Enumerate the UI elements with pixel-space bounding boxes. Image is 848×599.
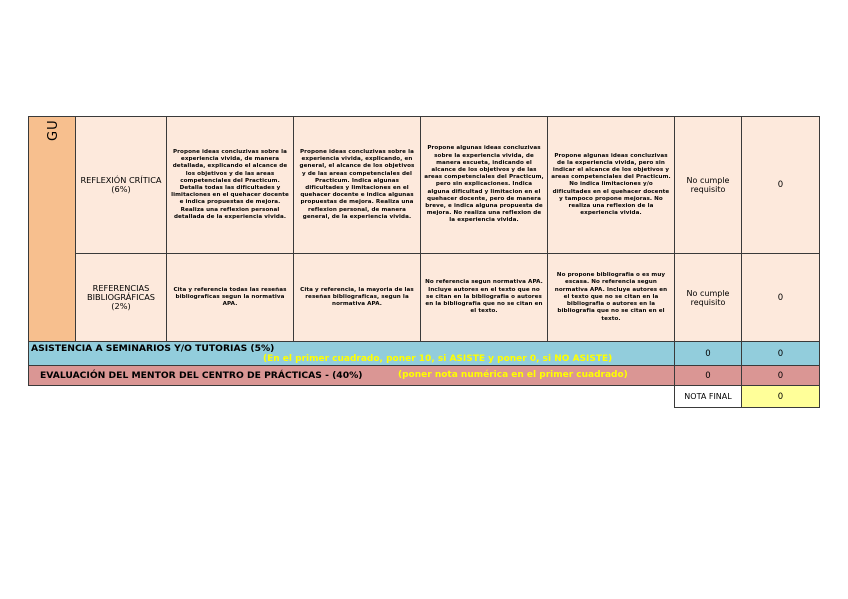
guide-label: GU	[46, 119, 61, 141]
attendance-score-value: 0	[777, 348, 784, 359]
mentor-input[interactable]	[674, 365, 742, 386]
final-value: 0	[777, 391, 784, 402]
attendance-note: (En el primer cuadrado, poner 10, si ASISTE y poner 0, si NO ASISTE)	[263, 354, 613, 364]
attendance-label: ASISTENCIA A SEMINARIOS Y/O TUTORIAS (5%)	[31, 343, 275, 354]
level-cell	[547, 116, 675, 254]
level-cell	[293, 116, 421, 254]
criterion-referencias	[75, 253, 167, 342]
final-label: NOTA FINAL	[684, 392, 732, 401]
level-text: Propone algunas ideas concluzivas de la experiencia vivida, pero sin indicar el alcance de los objetivos y areas competenciales del Practicum. No indica limitaciones y/o dificultades en el quehacer docente y tampoco propone mejoras. No realiza una reflexion de la experiencia vivida.	[551, 152, 671, 217]
level-cell	[166, 116, 294, 254]
attendance-input[interactable]	[674, 341, 742, 366]
mentor-label: EVALUACIÓN DEL MENTOR DEL CENTRO DE PRÁCTICAS - (40%)	[40, 370, 363, 381]
level-text: Cita y referencia todas las reseñas bibliograficas segun la normativa APA.	[173, 286, 287, 308]
mentor-note: (poner nota numérica en el primer cuadrado)	[398, 370, 628, 380]
level-cell	[293, 253, 421, 342]
mentor-score	[741, 365, 820, 386]
criterion-reflexion	[75, 116, 167, 254]
level-cell	[547, 253, 675, 342]
score-value: 0	[777, 180, 784, 190]
level-text: Propone ideas concluzivas sobre la experiencia vivida, explicando, en general, el alcance de los objetivos y de las areas competenciales del Practicum. Indica algunas dificultades y limitaciones en el quehacer docente e indica algunas propuestas de mejora. Realiza una reflexion personal, de manera general, de la experiencia vivida.	[299, 148, 415, 220]
level-cell	[420, 253, 548, 342]
requirement-cell	[674, 253, 742, 342]
score-value: 0	[777, 292, 784, 303]
attendance-score	[741, 341, 820, 366]
level-text: Cita y referencia, la mayoria de las reseñas bibliograficas, segun la normativa APA.	[300, 286, 414, 308]
mentor-value: 0	[705, 370, 711, 381]
requirement-text: No cumple requisito	[686, 288, 730, 307]
final-grade-label	[674, 385, 742, 408]
criterion-label: REFERENCIAS BIBLIOGRÁFICAS (2%)	[86, 283, 155, 311]
level-text: No propone bibliografia o es muy escasa. No referencia segun normativa APA. Incluye autores en el texto que no se citan en la bibliografia o autores en la bibliografia que no se citan en el texto.	[554, 272, 668, 322]
mentor-score-value: 0	[777, 370, 784, 381]
requirement-text: No cumple requisito	[686, 176, 730, 194]
level-text: Propone algunas ideas concluzivas sobre la experiencia vivida, de manera escueta, indicando el alcance de los objetivos y de las areas competenciales del Practicum, pero sin explicaciones. Indica alguna dificultad y limitacion en el quehacer docente, pero de manera breve, e indica alguna propuesta de mejora. No realiza una reflexion de la experiencia vivida.	[424, 145, 544, 224]
mentor-row	[28, 365, 675, 386]
final-grade-value	[741, 385, 820, 408]
score-cell[interactable]	[741, 253, 820, 342]
score-cell[interactable]	[741, 116, 820, 254]
attendance-value: 0	[705, 348, 711, 359]
criterion-label: REFLEXIÓN CRÍTICA (6%)	[80, 175, 162, 194]
requirement-cell	[674, 116, 742, 254]
level-cell	[166, 253, 294, 342]
level-text: Propone ideas concluzivas sobre la experiencia vivida, de manera detallada, explicando el alcance de los objetivos y de las areas competenciales del Practicum. Detalla todas las dificultades y limitaciones en el quehacer docente e indica propuestas de mejora. Realiza una reflexion personal detallada de la experiencia vivida.	[171, 148, 289, 220]
level-text: No referencia segun normativa APA. Incluye autores en el texto que no se citan en la bibliografia o autores en la bibliografia que no se citan en el texto.	[425, 279, 543, 315]
guide-column	[28, 116, 76, 342]
attendance-row	[28, 341, 675, 366]
level-cell	[420, 116, 548, 254]
